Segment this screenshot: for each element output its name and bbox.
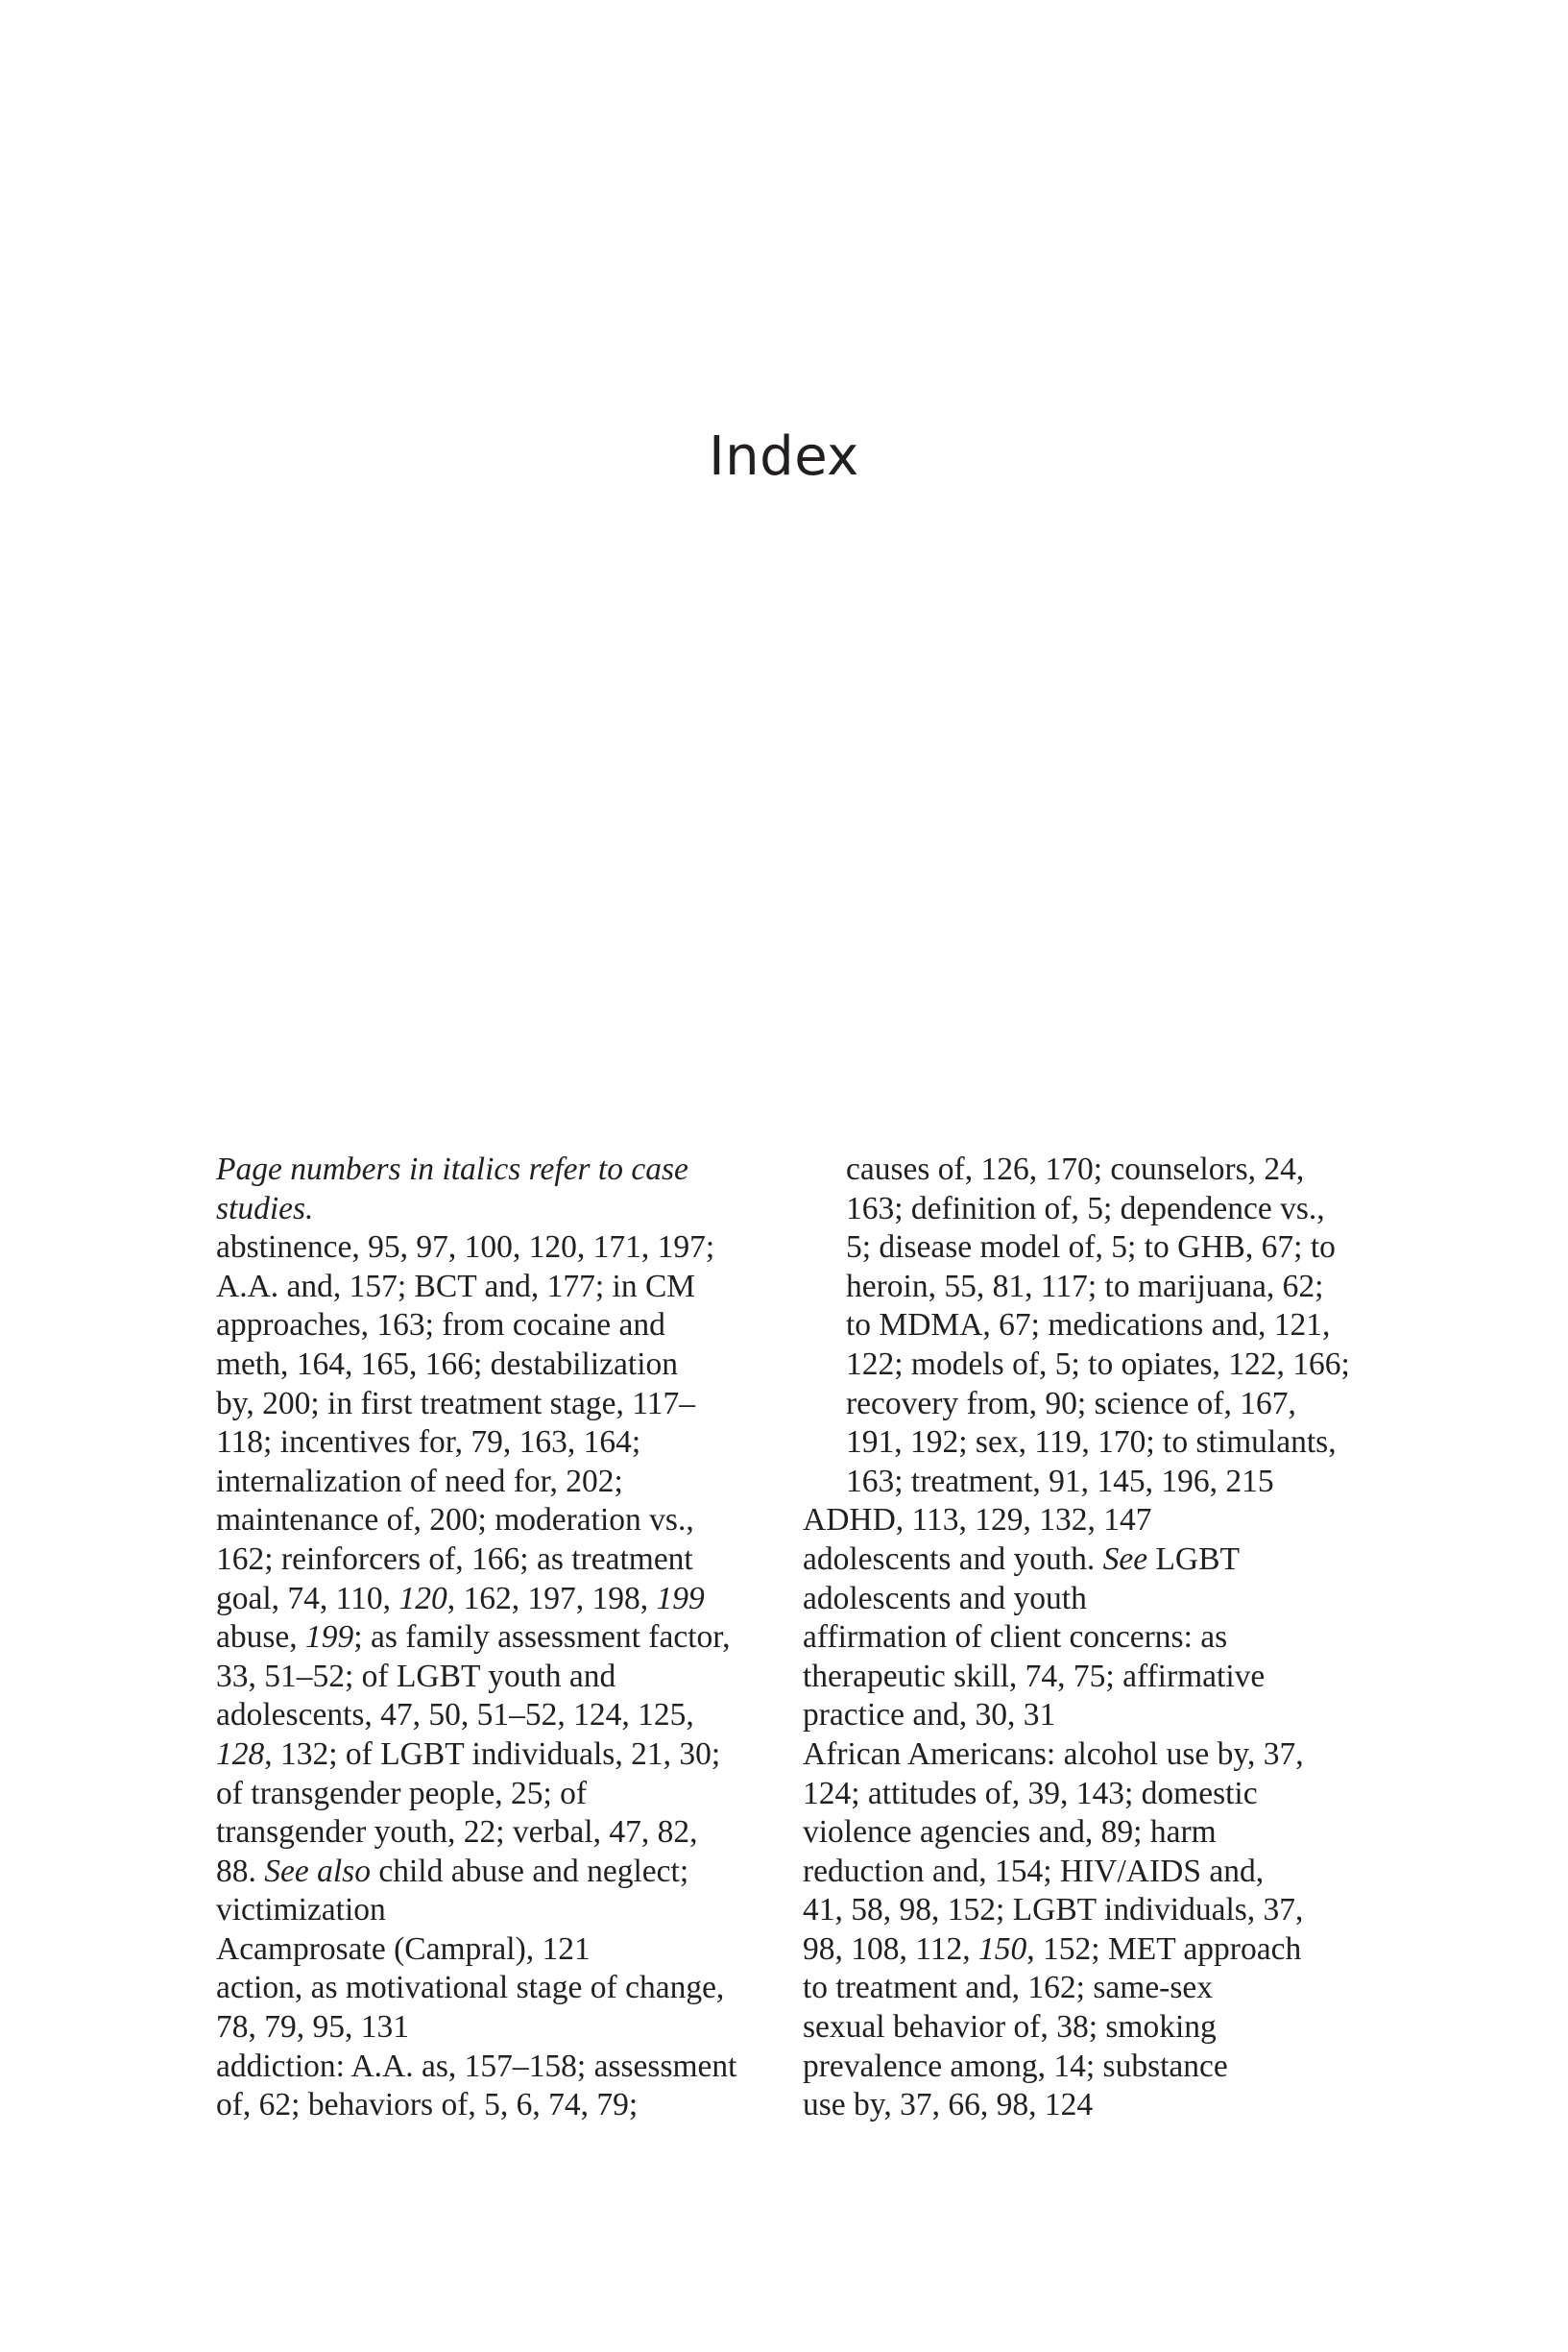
entry-text: by, 200; in first treatment stage, 117– — [216, 1385, 695, 1421]
entry-text: LGBT — [1147, 1540, 1240, 1577]
entry-line — [216, 1423, 792, 1463]
entry-text: 124; attitudes of, 39, 143; domestic — [803, 1775, 1258, 1811]
index-entry — [803, 1735, 1379, 2125]
entry-text: 118; incentives for, 79, 163, 164; — [216, 1424, 641, 1461]
entry-text: 78, 79, 95, 131 — [216, 2009, 409, 2046]
page-title: Index — [709, 425, 859, 488]
entry-text: abstinence, 95, 97, 100, 120, 171, 197; — [216, 1229, 715, 1266]
entry-line — [846, 1463, 1379, 1502]
entry-text: use by, 37, 66, 98, 124 — [803, 2087, 1094, 2123]
entry-line — [803, 1813, 1379, 1853]
entry-line — [803, 2008, 1379, 2048]
index-column-right — [803, 1151, 1379, 2125]
entry-text: , 132; of LGBT individuals, 21, 30; — [264, 1735, 721, 1772]
entry-text: 162; reinforcers of, 166; as treatment — [216, 1540, 693, 1577]
entry-line — [846, 1385, 1379, 1424]
entry-line — [803, 1735, 1379, 1775]
entry-line — [216, 1813, 792, 1853]
italic-page-ref: 120 — [398, 1580, 447, 1616]
entry-line — [803, 1501, 1379, 1540]
entry-text: , 152; MET approach — [1026, 1930, 1302, 1967]
entry-line — [803, 2086, 1379, 2125]
entry-text: 122; models of, 5; to opiates, 122, 166; — [846, 1346, 1350, 1382]
entry-text: , 162, 197, 198, — [446, 1580, 657, 1616]
entry-text: reduction and, 154; HIV/AIDS and, — [803, 1853, 1265, 1889]
italics-note: Page numbers in italics refer to case studies. — [216, 1152, 688, 1226]
entry-text: 5; disease model of, 5; to GHB, 67; to — [846, 1229, 1336, 1266]
index-entry — [803, 1540, 1379, 1618]
italic-page-ref: See also — [264, 1853, 371, 1889]
entry-text: of transgender people, 25; of — [216, 1775, 588, 1811]
entry-line — [216, 2008, 792, 2048]
italic-page-ref: 199 — [305, 1619, 354, 1656]
entry-text: child abuse and neglect; — [370, 1853, 689, 1889]
entry-text: 163; treatment, 91, 145, 196, 215 — [846, 1463, 1274, 1499]
index-entry — [216, 2048, 792, 2125]
entry-text: approaches, 163; from cocaine and — [216, 1307, 665, 1344]
entry-text: 33, 51–52; of LGBT youth and — [216, 1658, 616, 1694]
entry-line — [216, 1735, 792, 1775]
entry-line — [846, 1228, 1379, 1268]
entry-text: adolescents and youth — [803, 1580, 1087, 1616]
entry-line — [216, 1775, 792, 1814]
index-entry — [803, 1501, 1379, 1540]
entry-line — [803, 1540, 1379, 1580]
entry-line — [846, 1423, 1379, 1463]
entry-text: to treatment and, 162; same-sex — [803, 1970, 1213, 2006]
entry-text: Acamprosate (Campral), 121 — [216, 1930, 591, 1967]
entry-text: transgender youth, 22; verbal, 47, 82, — [216, 1814, 698, 1851]
entry-text: practice and, 30, 31 — [803, 1697, 1056, 1734]
entry-line — [216, 1268, 792, 1307]
entry-line — [216, 1580, 792, 1619]
entry-line — [216, 1385, 792, 1424]
entry-text: violence agencies and, 89; harm — [803, 1814, 1217, 1851]
index-entry — [216, 1618, 792, 1930]
entry-line — [216, 1618, 792, 1658]
entry-text: adolescents, 47, 50, 51–52, 124, 125, — [216, 1697, 694, 1734]
entry-line — [216, 1306, 792, 1346]
entry-text: addiction: A.A. as, 157–158; assessment — [216, 2048, 737, 2084]
entry-text: recovery from, 90; science of, 167, — [846, 1385, 1296, 1421]
entry-line — [803, 1969, 1379, 2008]
entry-line — [216, 2086, 792, 2125]
index-entry — [216, 1228, 792, 1618]
entry-text: affirmation of client concerns: as — [803, 1619, 1228, 1656]
entry-text: 88. — [216, 1853, 265, 1889]
entry-line — [803, 2048, 1379, 2087]
entry-text: meth, 164, 165, 166; destabilization — [216, 1346, 679, 1382]
entry-text: maintenance of, 200; moderation vs., — [216, 1502, 694, 1539]
entry-line — [803, 1853, 1379, 1892]
entry-list — [803, 1151, 1379, 2125]
entry-text: heroin, 55, 81, 117; to marijuana, 62; — [846, 1268, 1324, 1304]
entry-line — [803, 1658, 1379, 1697]
entry-line — [216, 1930, 792, 1970]
entry-line — [216, 1346, 792, 1385]
index-entry — [803, 1618, 1379, 1735]
entry-line — [216, 1696, 792, 1735]
entry-text: 98, 108, 112, — [803, 1930, 979, 1967]
entry-text: ADHD, 113, 129, 132, 147 — [803, 1502, 1152, 1539]
italic-page-ref: 150 — [978, 1930, 1027, 1967]
entry-text: abuse, — [216, 1619, 306, 1656]
entry-text: of, 62; behaviors of, 5, 6, 74, 79; — [216, 2087, 639, 2123]
entry-line — [216, 1540, 792, 1580]
entry-text: A.A. and, 157; BCT and, 177; in CM — [216, 1268, 696, 1304]
entry-text: goal, 74, 110, — [216, 1580, 399, 1616]
entry-text: 41, 58, 98, 152; LGBT individuals, 37, — [803, 1892, 1304, 1928]
entry-text: 163; definition of, 5; dependence vs., — [846, 1190, 1325, 1226]
entry-text: ; as family assessment factor, — [353, 1619, 731, 1656]
entry-text: therapeutic skill, 74, 75; affirmative — [803, 1658, 1266, 1694]
entry-line — [803, 1891, 1379, 1930]
entry-line — [803, 1618, 1379, 1658]
index-entry — [216, 1930, 792, 1970]
entry-text: causes of, 126, 170; counselors, 24, — [846, 1152, 1305, 1187]
entry-line — [803, 1930, 1379, 1970]
entry-line — [216, 1501, 792, 1540]
entry-text: to MDMA, 67; medications and, 121, — [846, 1307, 1331, 1344]
entry-line — [216, 1969, 792, 2008]
entry-line — [803, 1580, 1379, 1619]
entry-line — [803, 1696, 1379, 1735]
entry-line — [216, 1658, 792, 1697]
entry-list — [216, 1228, 792, 2125]
entry-text: victimization — [216, 1892, 386, 1928]
entry-line — [846, 1190, 1379, 1229]
entry-text: sexual behavior of, 38; smoking — [803, 2009, 1217, 2046]
entry-line — [846, 1268, 1379, 1307]
entry-text: prevalence among, 14; substance — [803, 2048, 1228, 2084]
entry-line — [216, 1463, 792, 1502]
entry-text: adolescents and youth. — [803, 1540, 1103, 1577]
entry-line — [846, 1346, 1379, 1385]
entry-line — [216, 2048, 792, 2087]
entry-line — [216, 1228, 792, 1268]
italic-page-ref: 128 — [216, 1735, 265, 1772]
entry-text: African Americans: alcohol use by, 37, — [803, 1735, 1304, 1772]
entry-text: action, as motivational stage of change, — [216, 1970, 725, 2006]
entry-line — [846, 1151, 1379, 1190]
entry-line — [216, 1891, 792, 1930]
italic-page-ref: 199 — [656, 1580, 705, 1616]
entry-line — [846, 1306, 1379, 1346]
index-entry-continued — [803, 1151, 1379, 1501]
entry-line — [216, 1853, 792, 1892]
entry-text: internalization of need for, 202; — [216, 1463, 623, 1499]
index-entry — [216, 1969, 792, 2047]
index-column-left — [216, 1151, 792, 2125]
entry-line — [803, 1775, 1379, 1814]
entry-text: 191, 192; sex, 119, 170; to stimulants, — [846, 1424, 1337, 1461]
italic-page-ref: See — [1102, 1540, 1148, 1577]
